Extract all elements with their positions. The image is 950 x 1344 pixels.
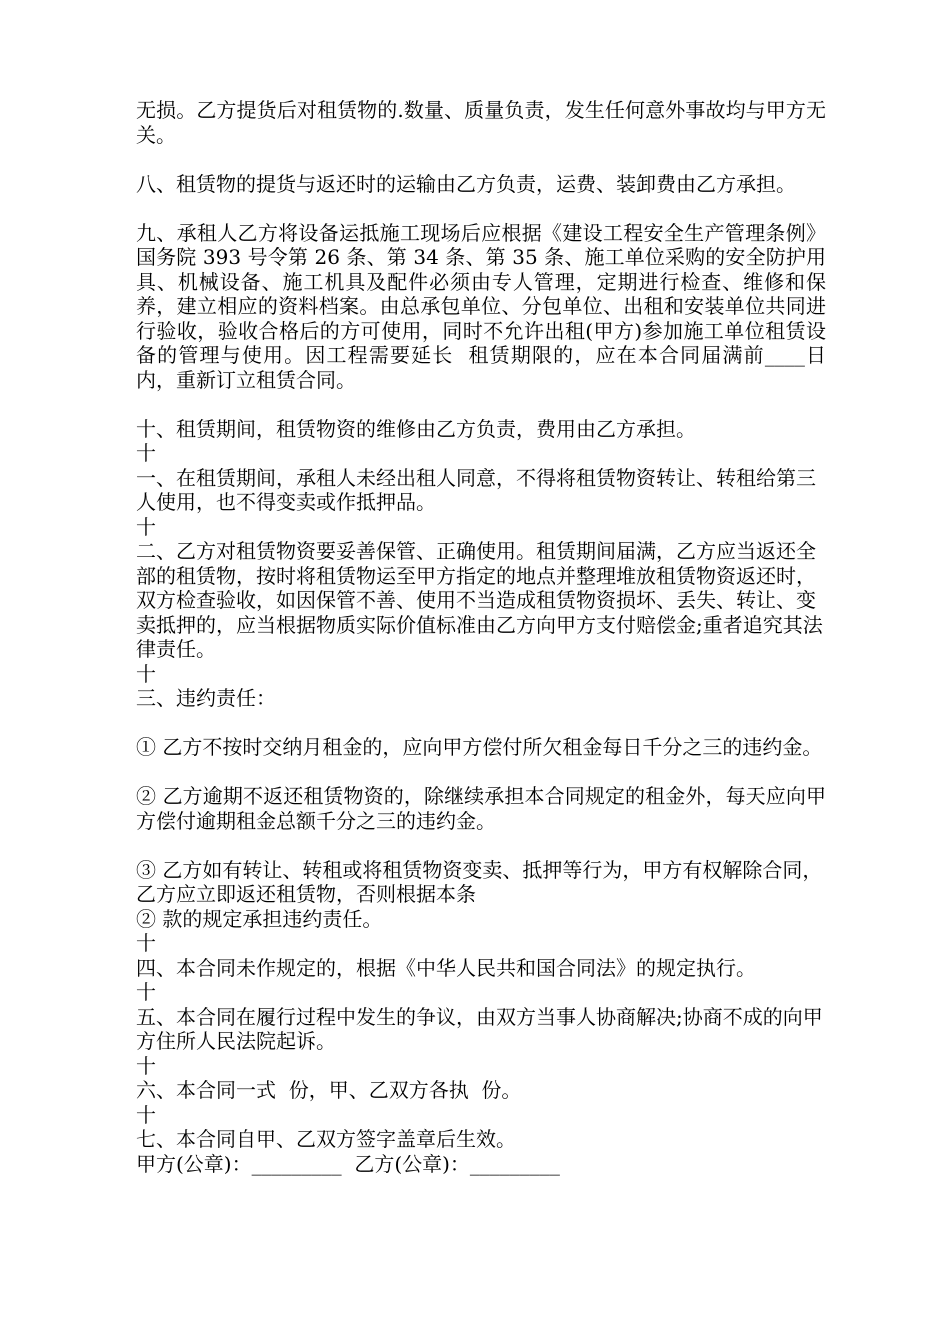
clause-13-heading: 三、违约责任： [136, 686, 276, 710]
clause-number-prefix: 十 [136, 1102, 156, 1127]
breach-item-3-continuation: ② 款的规定承担违约责任。 [136, 906, 383, 931]
breach-item-1: ① 乙方不按时交纳月租金的，应向甲方偿付所欠租金每日千分之三的违约金。 [136, 735, 823, 759]
clause-number-prefix: 十 [136, 514, 156, 539]
clause-8: 八、租赁物的提货与返还时的运输由乙方负责，运费、装卸费由乙方承担。 [136, 171, 796, 196]
signature-line: 甲方(公章)：_________ 乙方(公章)：_________ [136, 1151, 560, 1176]
clause-17: 七、本合同自甲、乙双方签字盖章后生效。 [136, 1127, 516, 1151]
breach-item-3: ③ 乙方如有转让、转租或将租赁物资变卖、抵押等行为，甲方有权解除合同，乙方应立即返还租赁物，否则根据本条 [136, 857, 823, 906]
clause-9: 九、承租人乙方将设备运抵施工现场后应根据《建设工程安全生产管理条例》国务院 393 号令第 26 条、第 34 条、第 35 条、施工单位采购的安全防护用具、机械设备、施工机具及配件必须由专人管理，定期进行检查、维修和保养，建立相应的资料档案。由总承包单位、分包单位、出租和安装单位共同进行验收，验收合格后的方可使用，同时不允许出租(甲方)参加施工单位租赁设备的管理与使用。因工程需要延长 租赁期限的，应在本合同届满前____日内，重新订立租赁合同。 [136, 220, 826, 392]
clause-10: 十、租赁期间，租赁物资的维修由乙方负责，费用由乙方承担。 [136, 416, 696, 441]
clause-number-prefix: 十 [136, 980, 156, 1004]
clause-number-prefix: 十 [136, 1053, 156, 1078]
clause-number-prefix: 十 [136, 661, 156, 686]
clause-number-prefix: 十 [136, 931, 156, 955]
clause-15: 五、本合同在履行过程中发生的争议，由双方当事人协商解决;协商不成的向甲方住所人民法院起诉。 [136, 1004, 823, 1053]
clause-11: 一、在租赁期间，承租人未经出租人同意，不得将租赁物资转让、转租给第三人使用，也不得变卖或作抵押品。 [136, 465, 816, 514]
breach-item-2: ② 乙方逾期不返还租赁物资的，除继续承担本合同规定的租金外，每天应向甲方偿付逾期租金总额千分之三的违约金。 [136, 784, 826, 833]
clause-12: 二、乙方对租赁物资要妥善保管、正确使用。租赁期间届满，乙方应当返还全部的租赁物，按时将租赁物运至甲方指定的地点并整理堆放租赁物资返还时，双方检查验收，如因保管不善、使用不当造成租赁物资损坏、丢失、转让、变卖抵押的，应当根据物质实际价值标准由乙方向甲方支付赔偿金;重者追究其法律责任。 [136, 539, 823, 661]
clause-16: 六、本合同一式 份，甲、乙双方各执 份。 [136, 1078, 522, 1102]
clause-14: 四、本合同未作规定的，根据《中华人民共和国合同法》的规定执行。 [136, 955, 756, 980]
clause-number-prefix: 十 [136, 441, 156, 465]
contract-page [136, 98, 826, 1176]
clause-7-continuation: 无损。乙方提货后对租赁物的.数量、质量负责，发生任何意外事故均与甲方无关。 [136, 98, 826, 147]
